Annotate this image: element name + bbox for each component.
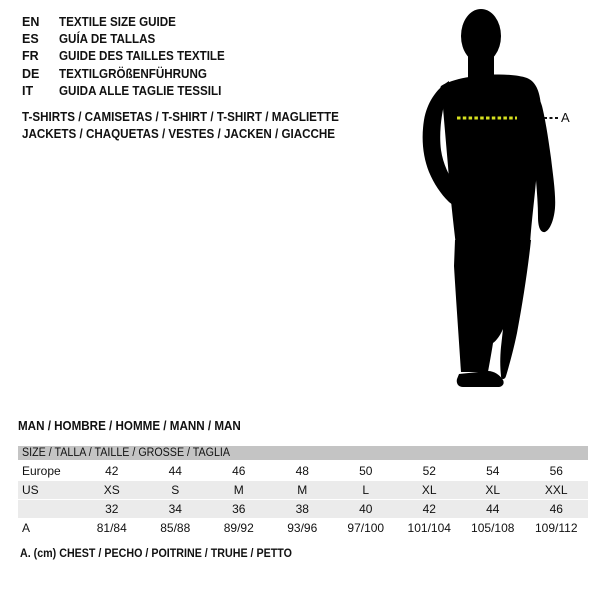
language-title: GUIDE DES TAILLES TEXTILE — [59, 49, 225, 64]
table-row-europe — [18, 462, 588, 480]
size-cell: 38 — [295, 502, 309, 516]
section-title-man — [18, 419, 258, 433]
size-table — [18, 446, 588, 538]
size-cell: 85/88 — [160, 521, 191, 535]
measurement-footnote — [20, 548, 312, 560]
language-code: IT — [22, 84, 34, 99]
size-cell: 54 — [486, 464, 500, 478]
language-title: GUÍA DE TALLAS — [59, 32, 156, 47]
row-label: Europe — [22, 464, 61, 478]
size-cell: 105/108 — [471, 521, 515, 535]
language-code: ES — [22, 32, 39, 47]
size-cell: S — [171, 483, 180, 497]
foot-shape — [457, 371, 504, 387]
language-title: TEXTILGRÖßENFÜHRUNG — [59, 66, 207, 81]
category-text: JACKETS / CHAQUETAS / VESTES / JACKEN / GIACCHE — [22, 127, 336, 142]
size-cell: XL — [485, 483, 501, 497]
language-title: GUIDA ALLE TAGLIE TESSILI — [59, 84, 222, 99]
size-cell: XS — [103, 483, 120, 497]
size-cell: 109/112 — [535, 521, 578, 535]
table-row-chest-cm — [18, 519, 588, 537]
size-cell: 89/92 — [223, 521, 254, 535]
table-row-alt-sizes — [18, 500, 588, 518]
size-cell: XXL — [544, 483, 568, 497]
size-cell: 44 — [168, 464, 182, 478]
size-cell: XL — [421, 483, 437, 497]
size-cell: 81/84 — [96, 521, 127, 535]
row-label — [18, 500, 80, 518]
size-cell: M — [233, 483, 244, 497]
size-cell: 52 — [422, 464, 436, 478]
man-silhouette — [423, 9, 556, 387]
size-cell: 97/100 — [347, 521, 385, 535]
table-row-us — [18, 481, 588, 499]
size-cell: 56 — [549, 464, 563, 478]
size-cell: 34 — [168, 502, 182, 516]
size-cell: M — [297, 483, 308, 497]
size-cell: L — [362, 483, 370, 497]
measurement-label-a: A — [561, 110, 570, 125]
size-cell: 36 — [232, 502, 246, 516]
size-cell: 32 — [105, 502, 119, 516]
language-code: FR — [22, 49, 39, 64]
size-cell: 42 — [105, 464, 119, 478]
category-text: T-SHIRTS / CAMISETAS / T-SHIRT / T-SHIRT / MAGLIETTE — [22, 109, 339, 124]
language-title: TEXTILE SIZE GUIDE — [59, 14, 176, 29]
size-cell: 46 — [232, 464, 246, 478]
language-code: EN — [22, 14, 40, 29]
size-cell: 50 — [359, 464, 373, 478]
language-code: DE — [22, 66, 40, 81]
size-cell: 101/104 — [407, 521, 451, 535]
neck-shape — [468, 48, 494, 78]
size-cell: 48 — [295, 464, 309, 478]
size-cell: 42 — [422, 502, 436, 516]
size-cell: 40 — [359, 502, 373, 516]
row-label: US — [22, 483, 39, 497]
size-cell: 46 — [549, 502, 563, 516]
size-cell: 93/96 — [287, 521, 318, 535]
size-table-header — [18, 446, 588, 460]
legs-shape — [454, 240, 531, 379]
size-cell: 44 — [486, 502, 500, 516]
row-label: A — [22, 521, 31, 535]
size-table-header-text: SIZE / TALLA / TAILLE / GRÖSSE / TAGLIA — [22, 447, 231, 459]
measurement-footnote-text: A. (cm) CHEST / PECHO / POITRINE / TRUHE / PETTO — [20, 548, 292, 560]
section-title-text: MAN / HOMBRE / HOMME / MANN / MAN — [18, 419, 241, 433]
